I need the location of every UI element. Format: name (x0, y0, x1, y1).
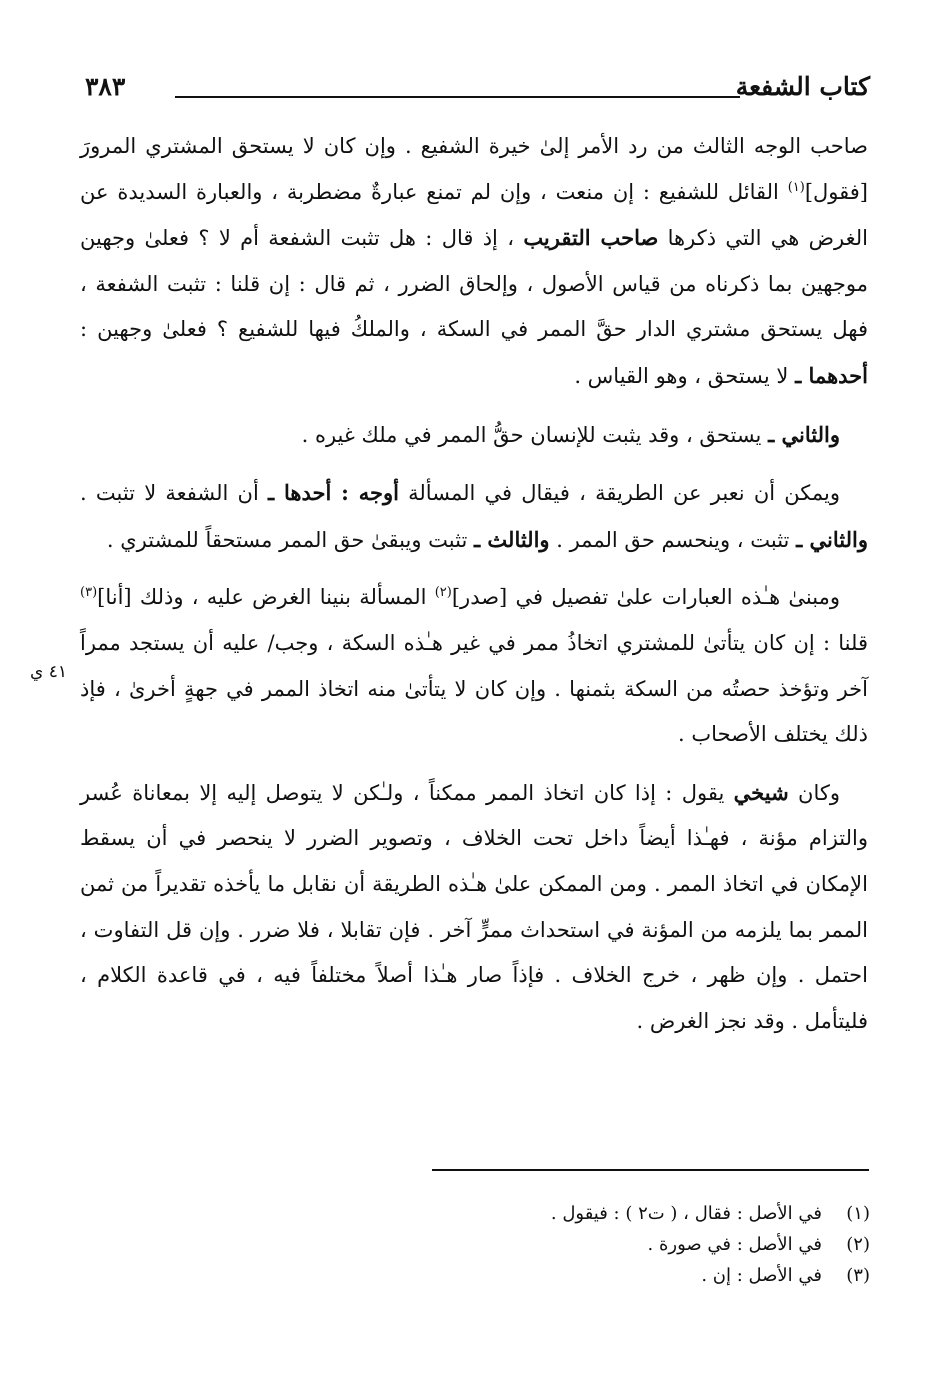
header-rule (175, 96, 740, 98)
bold-term: والثاني ـ (768, 421, 840, 447)
text-run: وكان (788, 780, 840, 805)
text-run: قلنا : إن كان يتأتىٰ للمشتري اتخاذُ ممر في غير هـٰذه السكة ، وجب/ عليه أن يستجد ممراً آخر وتؤخذ حصتُه من السكة بثمنها . وإن كان لا يتأتىٰ منه اتخاذ الممر في جهةٍ أخرىٰ ، فإذ ذلك يختلف الأصحاب . (80, 630, 868, 747)
paragraph (80, 770, 868, 1045)
text-run: القائل للشفيع : إن منعت ، وإن لم تمنع عبارةٌ مضطربة ، والعبارة السديدة عن الغرض هي التي ذكرها (80, 179, 868, 251)
paragraph (80, 575, 868, 757)
footnote-ref: (٣) (80, 585, 98, 601)
bold-term: والثالث ـ (473, 526, 550, 552)
footnote-number: (١) (846, 1203, 870, 1224)
text-run: ، إذ قال : هل تثبت الشفعة أم لا ؟ فعلىٰ وجهين موجهين بما ذكرناه من قياس الأصول ، وإلحاق الضرر ، ثم قال : إن قلنا : تثبت الشفعة ، فهل يستحق مشتري الدار حقَّ الممر في السكة ، والملكُ فيها للشفيع ؟ فعلىٰ وجهين : (80, 226, 868, 342)
footnotes (170, 1198, 870, 1291)
text-run: صاحب الوجه الثالث من رد الأمر إلىٰ خيرة الشفيع . وإن كان لا يستحق المشتري المرورَ [فقول] (80, 134, 868, 204)
footnote (170, 1229, 870, 1260)
bold-term: صاحب التقريب (523, 225, 659, 251)
page-number: ٣٨٣ (85, 72, 126, 101)
paragraph (80, 124, 868, 400)
footnote-ref: (٢) (434, 585, 452, 601)
body-text (80, 124, 868, 1044)
footnote-text: في الأصل : في صورة . (647, 1234, 822, 1255)
footnote-ref: (١) (787, 179, 805, 195)
text-run: تثبت ، وينحسم حق الممر . (549, 527, 797, 552)
paragraph (80, 412, 868, 459)
running-title: كتاب الشفعة (735, 72, 870, 101)
footnote-text: في الأصل : إن . (701, 1265, 822, 1286)
footnote-text: في الأصل : فقال ، ( ت٢ ) : فيقول . (550, 1203, 822, 1224)
text-run: لا يستحق ، وهو القياس . (574, 363, 796, 388)
footnote-number: (٢) (846, 1234, 870, 1255)
paragraph (80, 470, 868, 563)
text-run: ويمكن أن نعبر عن الطريقة ، فيقال في المسألة (398, 481, 841, 506)
footnote-rule (432, 1169, 869, 1171)
margin-note: ٤١ ي (30, 662, 67, 682)
bold-term: والثاني ـ (796, 526, 868, 552)
footnote (170, 1260, 870, 1291)
text-run: المسألة بنينا الغرض عليه ، وذلك [أنا] (97, 585, 435, 610)
page-header (85, 72, 870, 112)
footnote (170, 1198, 870, 1229)
text-run: ومبنىٰ هـٰذه العبارات علىٰ تفصيل في [صدر] (451, 585, 840, 610)
text-run: أن الشفعة لا تثبت . (80, 481, 269, 506)
text-run: يستحق ، وقد يثبت للإنسان حقُّ الممر في ملك غيره . (301, 422, 769, 447)
text-run: يقول : إذا كان اتخاذ الممر ممكناً ، ولـٰكن لا يتوصل إليه إلا بمعاناة عُسر والتزام مؤنة ، فهـٰذا أيضاً داخل تحت الخلاف ، وتصوير الضرر لا ينحصر في أن يسقط الإمكان في اتخاذ الممر . ومن الممكن علىٰ هـٰذه الطريقة أن نقابل ما يأخذه تقديراً من ثمن الممر بما يلزمه من المؤنة في استحداث ممرٍّ آخر . فإن تقابلا ، فلا ضرر . وإن قل التفاوت ، احتمل . وإن ظهر ، خرج الخلاف . فإذاً صار هـٰذا أصلاً مختلفاً فيه ، في قاعدة الكلام ، فليتأمل . وقد نجز الغرض . (80, 780, 868, 1033)
bold-term: أحدهما ـ (795, 362, 868, 388)
bold-term: شيخي (733, 779, 789, 805)
footnote-number: (٣) (846, 1265, 870, 1286)
bold-term: أوجه : أحدها ـ (268, 480, 399, 506)
text-run: تثبت ويبقىٰ حق الممر مستحقاً للمشتري . (106, 527, 474, 552)
